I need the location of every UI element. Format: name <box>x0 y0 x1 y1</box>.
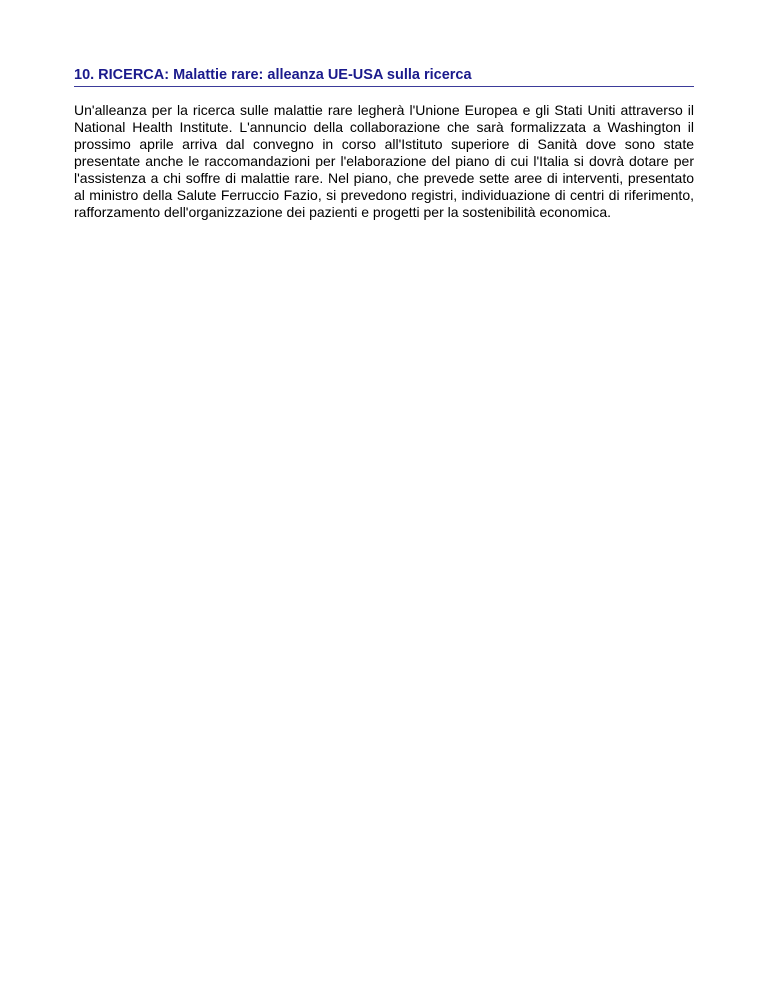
article-body: Un'alleanza per la ricerca sulle malattie rare legherà l'Unione Europea e gli Stati Uniti attraverso il National Health Institute. L'annuncio della collaborazione che sarà formalizzata a Washington il prossimo aprile arriva dal convegno in corso all'Istituto superiore di Sanità dove sono state presentate anche le raccomandazioni per l'elaborazione del piano di cui l'Italia si dovrà dotare per l'assistenza a chi soffre di malattie rare. Nel piano, che prevede sette aree di interventi, presentato al ministro della Salute Ferruccio Fazio, si prevedono registri, individuazione di centri di riferimento, rafforzamento dell'organizzazione dei pazienti e progetti per la sostenibilità economica. <box>74 102 694 220</box>
article-heading: 10. RICERCA: Malattie rare: alleanza UE-USA sulla ricerca <box>74 66 694 87</box>
document-page <box>74 66 694 235</box>
